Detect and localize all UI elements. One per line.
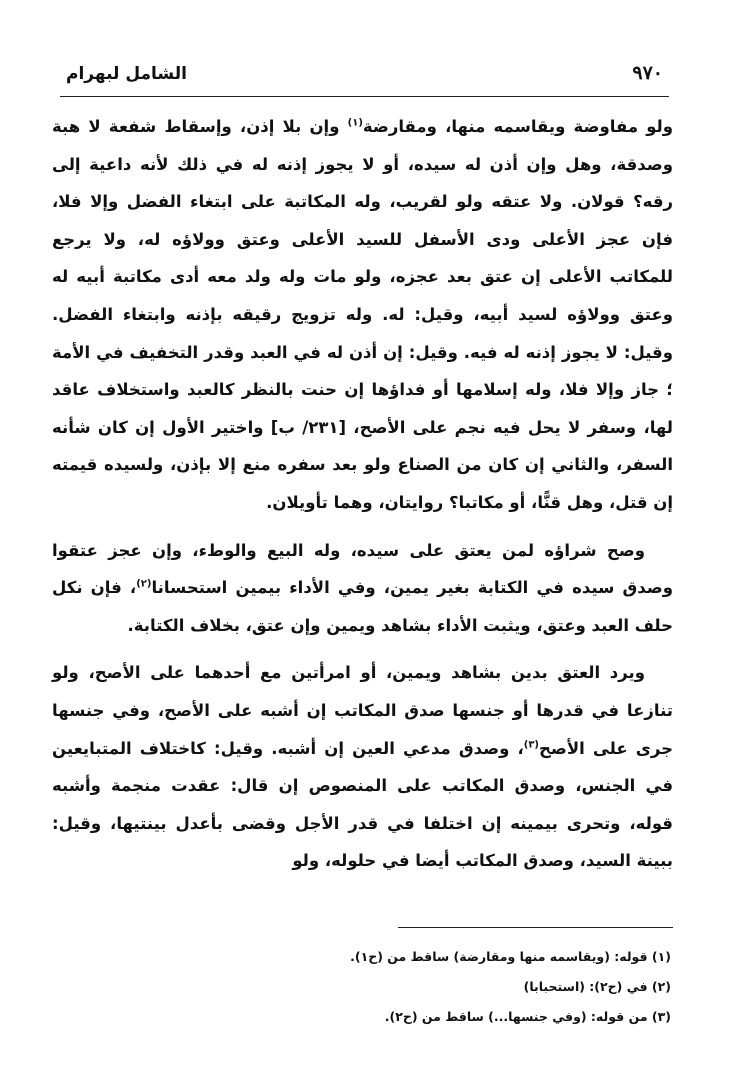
page-header <box>60 60 669 97</box>
footnote-3: (٣) من قوله: (وفي جنسها...) ساقط من (ح٢). <box>384 1009 671 1024</box>
paragraph-text: ، وصدق مدعي العين إن أشبه. وقيل: كاختلاف المتبايعين في الجنس، وصدق المكاتب على المنصوص إن قال: عقدت منجمة وأشبه قوله، وتحرى بيمينه إن اختلفا في قدر الأجل وقضى بأعدل بينتيها، وقيل: ببينة السيد، وصدق المكاتب أيضا في حلوله، ولو <box>52 738 673 871</box>
footnote-ref-3: (٣) <box>523 739 539 750</box>
footnote-2: (٢) في (ح٢): (استحبابا) <box>523 979 671 994</box>
running-title: الشامل لبهرام <box>66 64 187 84</box>
paragraph-2 <box>52 532 673 645</box>
footnote-divider <box>398 927 673 928</box>
paragraph-text: وإن بلا إذن، وإسقاط شفعة لا هبة وصدقة، وهل وإن أذن له سيده، أو لا يجوز إذنه له في ذلك لأنه داعية إلى رقه؟ قولان. ولا عتقه ولو لقريب، وله المكاتبة على ابتغاء الفضل وإلا فلا، فإن عجز الأعلى ودى الأسفل للسيد الأعلى وعتق وولاؤه له، ولا يرجع للمكاتب الأعلى إن عتق بعد عجزه، ولو مات وله ولد معه أدى مكاتبة أبيه له وعتق وولاؤه لسيد أبيه، وقيل: له. وله تزويج رقيقه بإذنه وابتغاء الفضل. وقيل: لا يجوز إذنه له فيه. وقيل: إن أذن له في العبد وقدر التخفيف في الأمة ؛ جاز وإلا فلا، وله إسلامها أو فداؤها إن حنت بالنظر كالعبد واستخلاف عاقد لها، وسفر لا يحل فيه نجم على الأصح، [٢٣١/ ب] واختير الأول إن كان شأنه السفر، والثاني إن كان من الصناع ولو بعد سفره منع إلا بإذن، ولسيده قيمته إن قتل، وهل قنًّا، أو مكاتبا؟ روايتان، وهما تأويلان. <box>52 117 674 512</box>
footnote-ref-1: (١) <box>347 117 363 129</box>
footnotes <box>120 942 671 1032</box>
paragraph-text: وصح شراؤه لمن يعتق على سيده، وله البيع والوطء، وإن عجز عتقوا وصدق سيده في الكتابة بغير يمين، وفي الأداء بيمين استحسانا <box>52 540 673 598</box>
paragraph-text: ، فإن نكل حلف العبد وعتق، ويثبت الأداء بشاهد ويمين وإن عتق، بخلاف الكتابة. <box>52 578 673 635</box>
paragraph-1 <box>52 108 673 522</box>
paragraph-text: ويرد العتق بدين بشاهد ويمين، أو امرأتين مع أحدهما على الأصح، ولو تنازعا في قدرها أو جنسها صدق المكاتب إن أشبه على الأصح، وفي جنسها جرى على الأصح <box>52 663 674 758</box>
page-number: ٩٧٠ <box>632 62 663 84</box>
footnote-1: (١) قوله: (ويقاسمه منها ومقارضة) ساقط من (ح١). <box>350 949 671 964</box>
paragraph-text: ولو مفاوضة ويقاسمه منها، ومقارضة <box>362 117 674 136</box>
main-text <box>52 108 673 880</box>
paragraph-3 <box>52 654 673 880</box>
footnote-ref-2: (٢) <box>136 578 152 590</box>
